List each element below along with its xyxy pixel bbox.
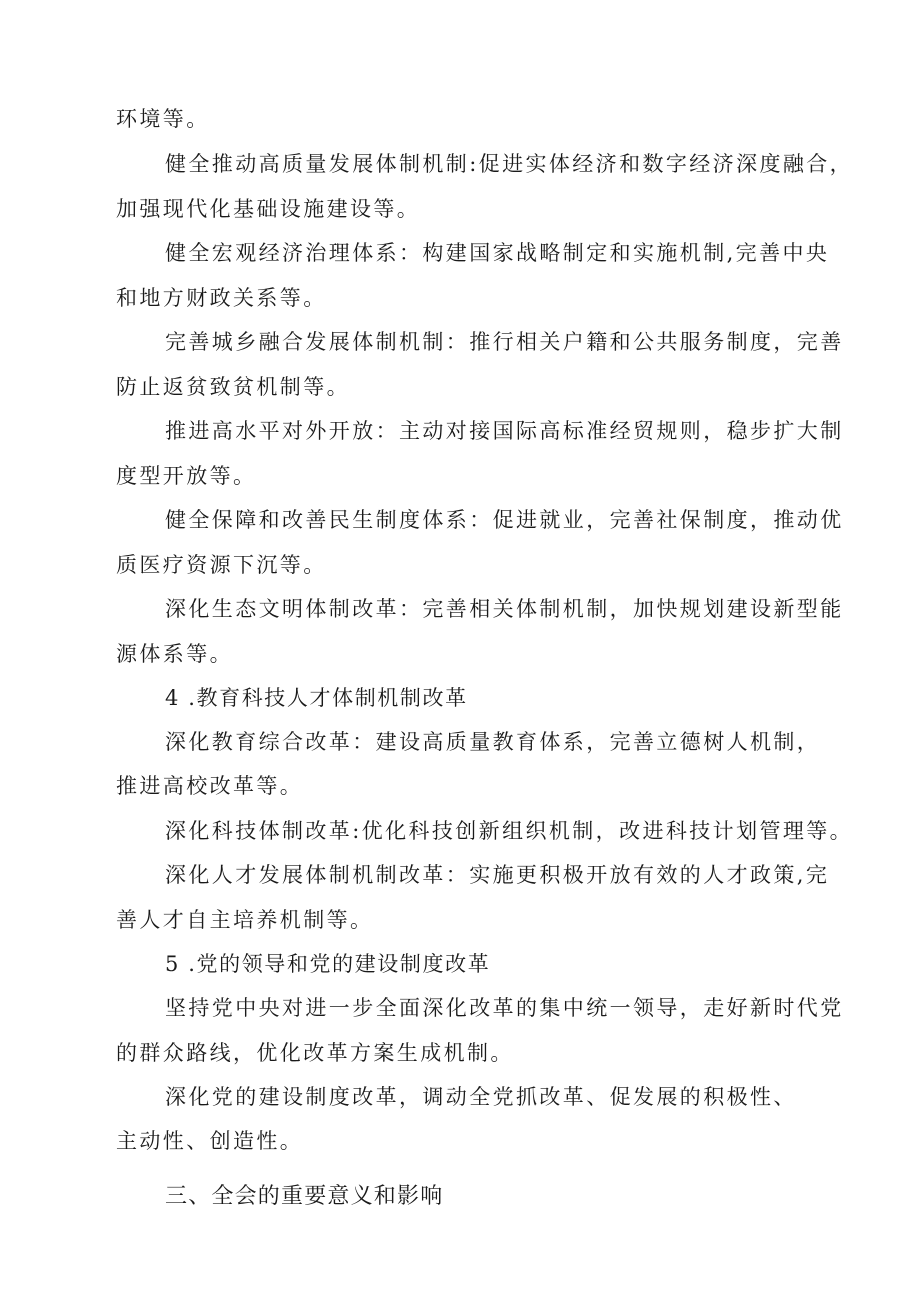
paragraph-start: 健全宏观经济治理体系：构建国家战略制定和实施机制,完善中央 — [165, 241, 830, 265]
text-line: 推进高校改革等。 — [116, 774, 304, 798]
paragraph-start: 深化教育综合改革：建设高质量教育体系，完善立德树人机制， — [165, 730, 821, 754]
paragraph-start: 健全推动高质量发展体制机制:促进实体经济和数字经济深度融合， — [165, 152, 854, 176]
paragraph-start: 深化党的建设制度改革，调动全党抓改革、促发展的积极性、 — [165, 1085, 797, 1109]
text-line: 环境等。 — [116, 107, 210, 131]
subheading-4: 4 .教育科技人才体制机制改革 — [165, 686, 468, 710]
text-line: 防止返贫致贫机制等。 — [116, 375, 350, 399]
text-line: 加强现代化基础设施建设等。 — [116, 197, 421, 221]
paragraph-start: 深化人才发展体制机制改革：实施更积极开放有效的人才政策,完 — [165, 863, 830, 887]
section-heading-3: 三、全会的重要意义和影响 — [165, 1184, 444, 1209]
paragraph-start: 推进高水平对外开放：主动对接国际高标准经贸规则，稳步扩大制 — [165, 419, 844, 443]
text-line: 源体系等。 — [116, 642, 233, 666]
paragraph-start: 深化生态文明体制改革：完善相关体制机制，加快规划建设新型能 — [165, 597, 844, 621]
text-line: 善人才自主培养机制等。 — [116, 908, 374, 932]
paragraph-start: 坚持党中央对进一步全面深化改革的集中统一领导，走好新时代党 — [165, 996, 844, 1020]
paragraph-start: 完善城乡融合发展体制机制：推行相关户籍和公共服务制度，完善 — [165, 330, 844, 354]
subheading-5: 5 .党的领导和党的建设制度改革 — [165, 952, 491, 976]
text-line: 的群众路线，优化改革方案生成机制。 — [116, 1041, 514, 1065]
text-line: 度型开放等。 — [116, 464, 257, 488]
paragraph-start: 深化科技体制改革:优化科技创新组织机制，改进科技计划管理等。 — [165, 819, 854, 843]
text-line: 质医疗资源下沉等。 — [116, 553, 327, 577]
text-line: 和地方财政关系等。 — [116, 286, 327, 310]
paragraph-start: 健全保障和改善民生制度体系：促进就业，完善社保制度，推动优 — [165, 508, 844, 532]
text-line: 主动性、创造性。 — [116, 1129, 304, 1153]
